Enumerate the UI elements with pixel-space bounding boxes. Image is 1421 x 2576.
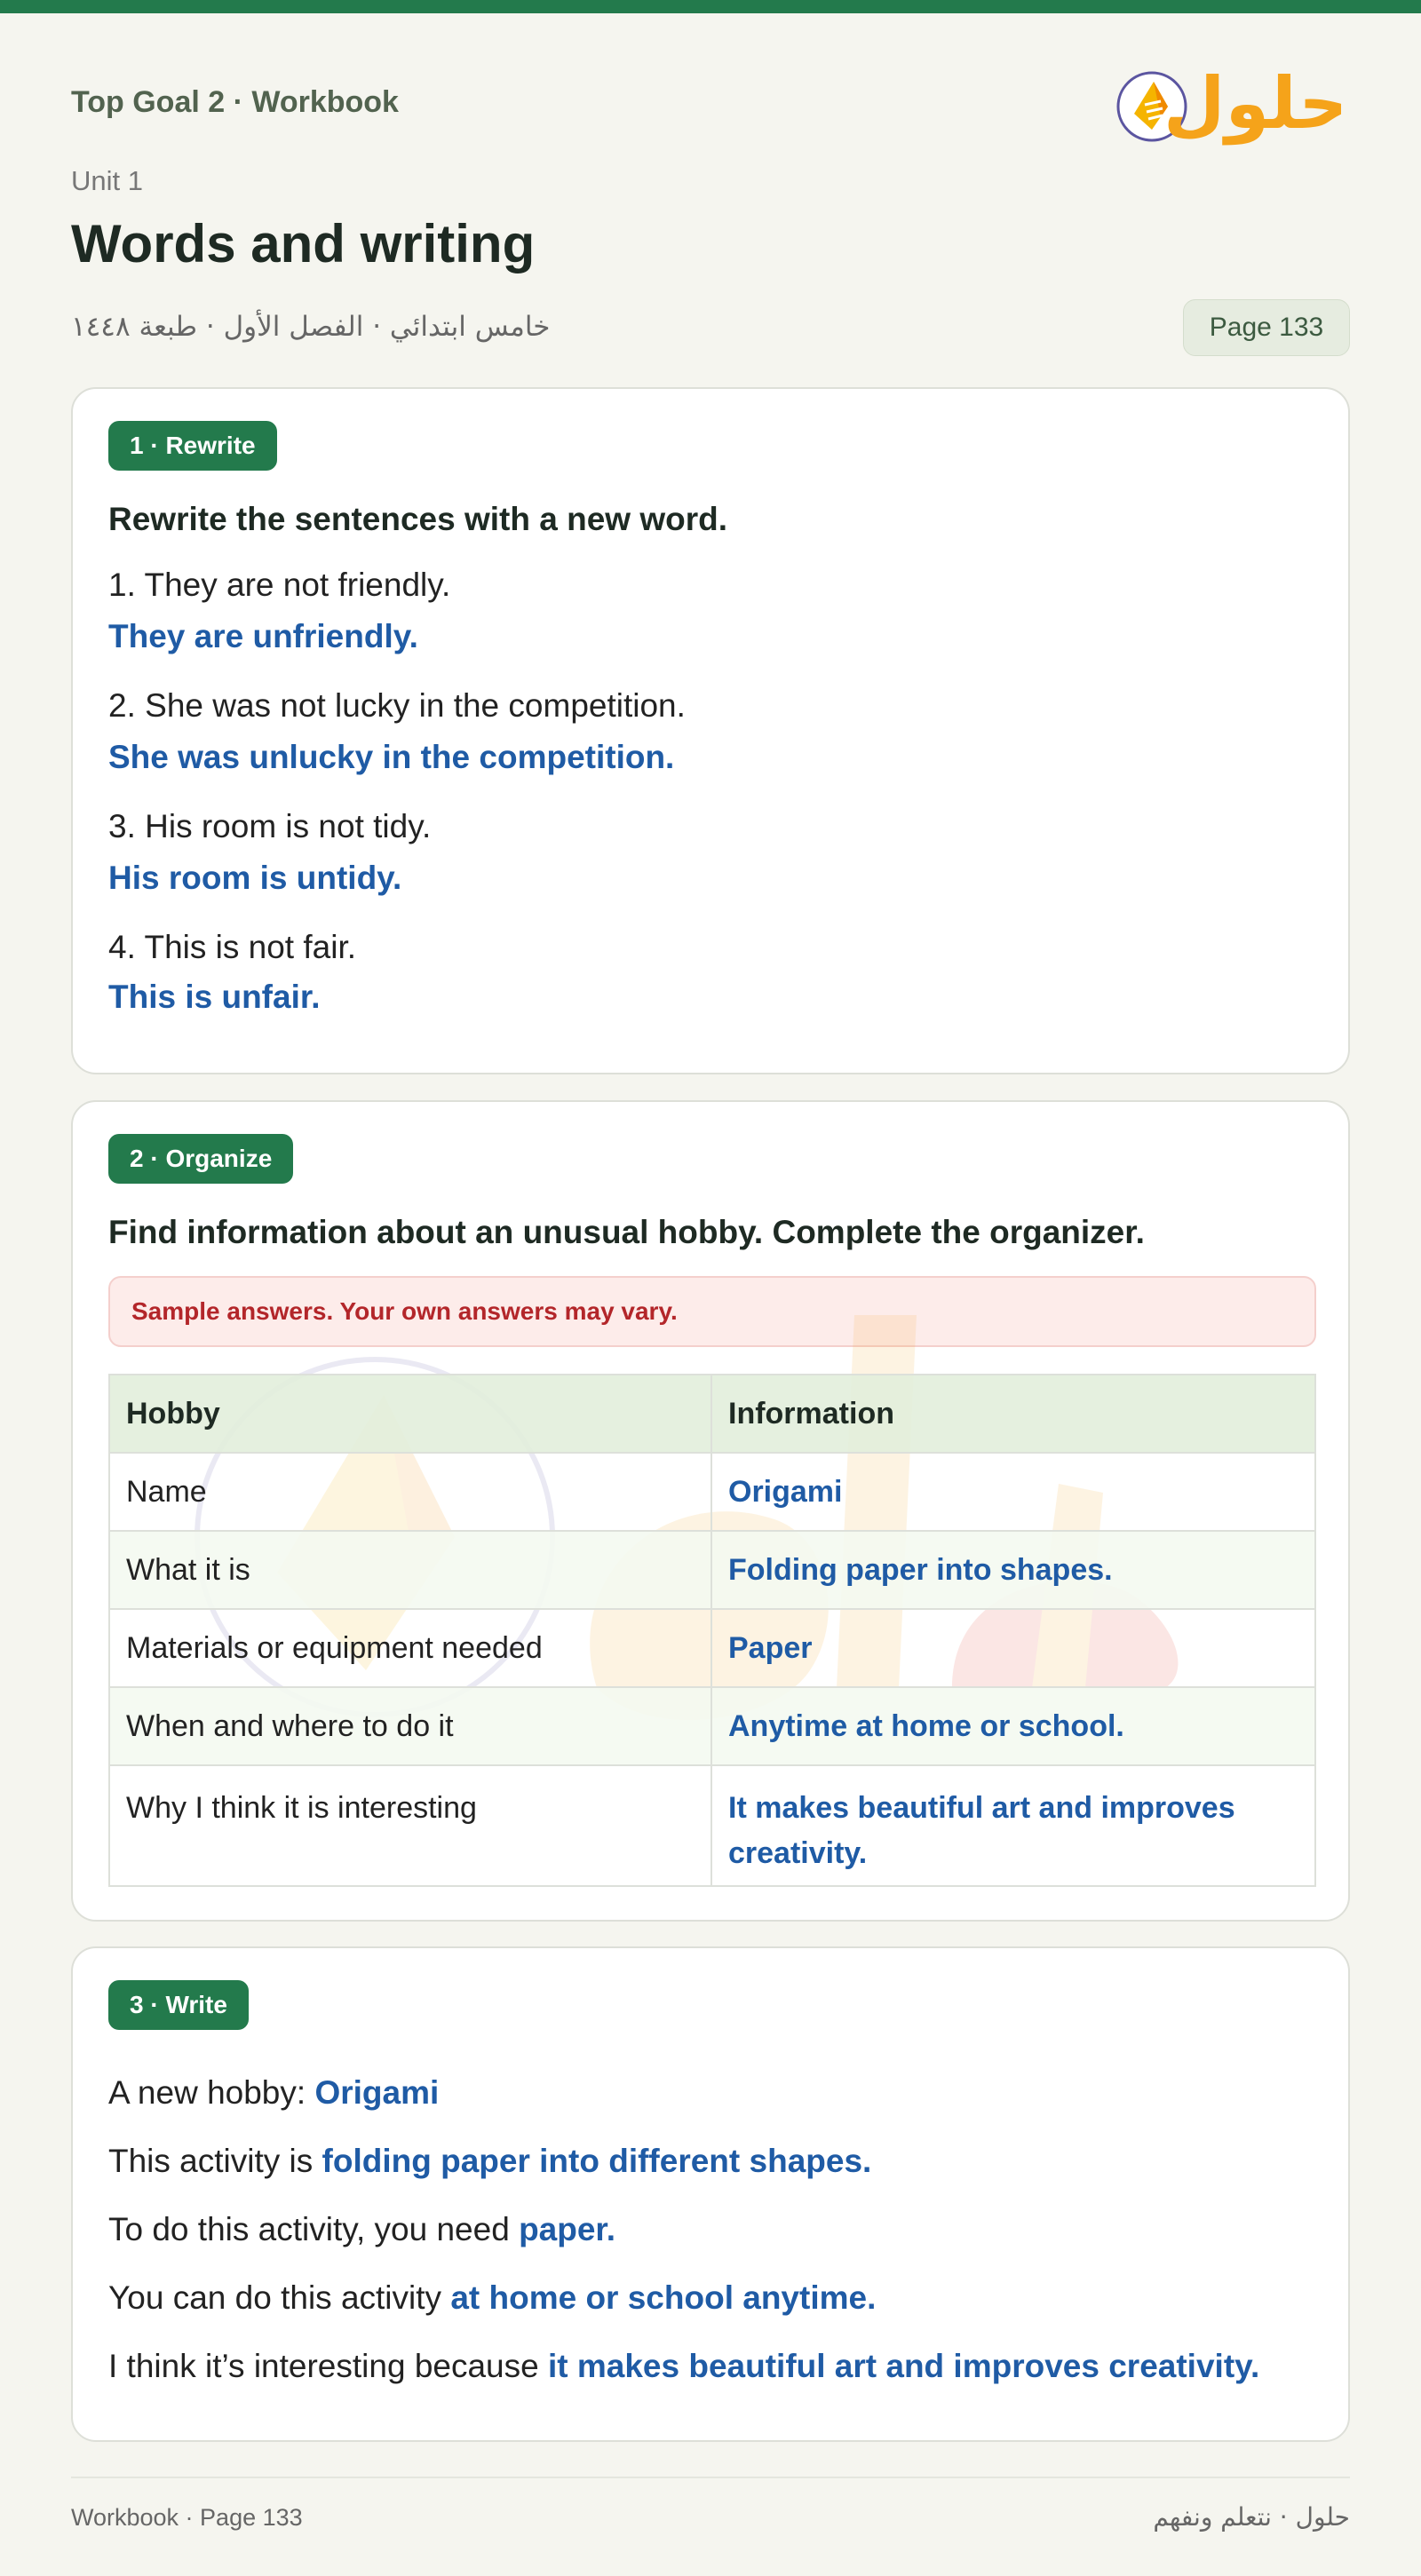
section-organize-card <box>71 1100 1350 1922</box>
write-line <box>108 2143 871 2180</box>
question-1: 1. They are not friendly. <box>108 567 451 603</box>
write-answer: at home or school anytime. <box>450 2279 877 2316</box>
row-label: Name <box>109 1453 711 1531</box>
section-rewrite-card <box>71 387 1350 1074</box>
grade-meta: خامس ابتدائي · الفصل الأول · طبعة ١٤٤٨ <box>71 311 551 343</box>
hobby-organizer-table <box>108 1374 1316 1887</box>
row-label: When and where to do it <box>109 1687 711 1765</box>
page-number-badge: Page 133 <box>1183 299 1350 356</box>
row-answer: Origami <box>711 1453 1315 1531</box>
column-header: Information <box>711 1375 1315 1453</box>
row-answer: Paper <box>711 1609 1315 1687</box>
table-row <box>109 1531 1315 1609</box>
write-prompt: I think it’s interesting because <box>108 2348 548 2384</box>
write-line <box>108 2211 615 2248</box>
write-prompt: You can do this activity <box>108 2279 451 2316</box>
write-prompt: A new hobby: <box>108 2074 315 2111</box>
svg-text:حلول: حلول <box>1163 62 1341 145</box>
answer-2: She was unlucky in the competition. <box>108 739 675 775</box>
answer-3: His room is untidy. <box>108 860 402 896</box>
write-line <box>108 2074 439 2112</box>
sample-answers-note: Sample answers. Your own answers may vary. <box>108 1276 1316 1347</box>
page-title: Words and writing <box>71 214 536 273</box>
write-prompt: To do this activity, you need <box>108 2211 520 2247</box>
table-row <box>109 1453 1315 1531</box>
workbook-title: Top Goal 2 · Workbook <box>71 85 399 119</box>
table-row <box>109 1687 1315 1765</box>
answer-1: They are unfriendly. <box>108 618 418 654</box>
row-answer: Folding paper into shapes. <box>711 1531 1315 1609</box>
answer-4: This is unfair. <box>108 979 321 1015</box>
unit-label: Unit 1 <box>71 165 143 196</box>
footer-brand-tagline: حلول · نتعلم ونفهم <box>1153 2502 1350 2532</box>
row-label: Why I think it is interesting <box>109 1765 711 1886</box>
question-4: 4. This is not fair. <box>108 929 356 965</box>
row-label: Materials or equipment needed <box>109 1609 711 1687</box>
column-header: Hobby <box>109 1375 711 1453</box>
table-row <box>109 1609 1315 1687</box>
row-label: What it is <box>109 1531 711 1609</box>
question-3: 3. His room is not tidy. <box>108 808 432 844</box>
section-instruction: Find information about an unusual hobby. Complete the organizer. <box>108 1214 1145 1250</box>
write-line <box>108 2279 876 2317</box>
question-2: 2. She was not lucky in the competition. <box>108 687 686 724</box>
table-row <box>109 1765 1315 1886</box>
write-answer: paper. <box>519 2211 616 2247</box>
row-answer: It makes beautiful art and improves creativity. <box>711 1765 1315 1886</box>
table-header-row <box>109 1375 1315 1453</box>
section-badge: 1 · Rewrite <box>108 421 277 471</box>
write-answer: it makes beautiful art and improves creativity. <box>547 2348 1260 2384</box>
write-answer: Origami <box>314 2074 440 2111</box>
row-answer: Anytime at home or school. <box>711 1687 1315 1765</box>
write-answer: folding paper into different shapes. <box>322 2143 872 2179</box>
footer-divider <box>71 2477 1350 2478</box>
section-badge: 3 · Write <box>108 1980 249 2030</box>
section-instruction: Rewrite the sentences with a new word. <box>108 501 728 537</box>
footer-page-label: Workbook · Page 133 <box>71 2504 303 2531</box>
write-prompt: This activity is <box>108 2143 322 2179</box>
section-write-card <box>71 1946 1350 2442</box>
write-line <box>108 2348 1259 2385</box>
hulul-logo-icon <box>1115 55 1341 153</box>
hulul-logo <box>1115 55 1341 153</box>
section-badge: 2 · Organize <box>108 1134 293 1184</box>
page-header <box>71 0 1350 373</box>
